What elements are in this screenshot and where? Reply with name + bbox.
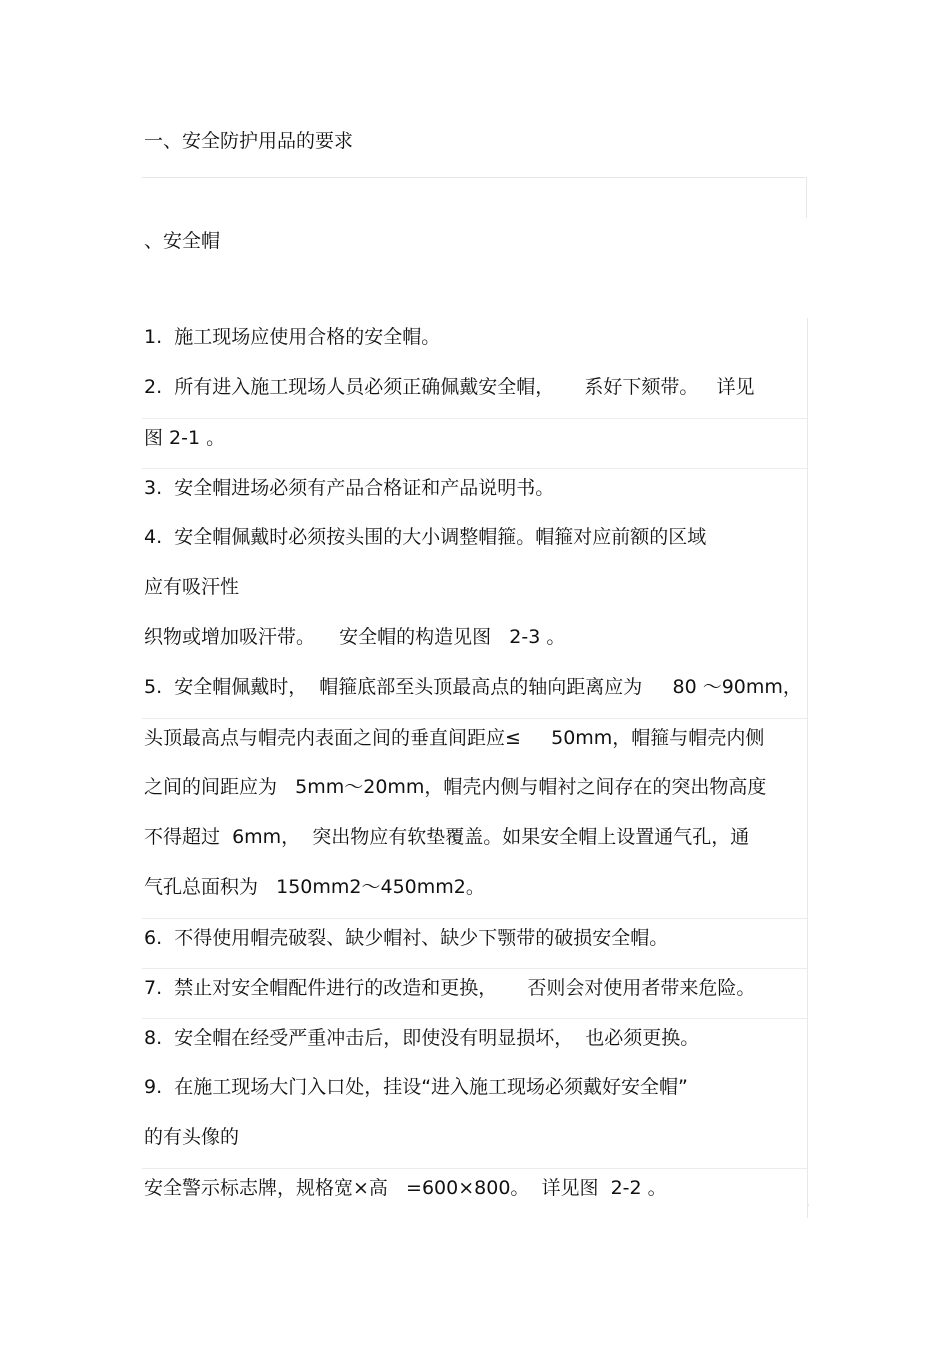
- text-line-content: 安全警示标志牌，规格宽×高 =600×800。 详见图 2-2 。: [144, 1177, 667, 1199]
- text-line: [142, 818, 808, 868]
- subsection-heading: 、安全帽: [144, 230, 221, 252]
- text-line: [142, 468, 808, 518]
- text-line: [142, 968, 808, 1018]
- table-border-tail: [142, 1204, 809, 1206]
- text-line: [142, 1018, 808, 1068]
- text-line: [142, 518, 808, 568]
- text-line-content: 4. 安全帽佩戴时必须按头围的大小调整帽箍。帽箍对应前额的区域: [144, 526, 707, 548]
- text-line-content: 应有吸汗性: [144, 576, 240, 598]
- text-line-content: 7. 禁止对安全帽配件进行的改造和更换， 否则会对使用者带来危险。: [144, 977, 756, 999]
- text-line: [142, 568, 808, 618]
- text-line: [142, 868, 808, 918]
- text-line-content: 织物或增加吸汗带。 安全帽的构造见图 2-3 。: [144, 626, 566, 648]
- text-line-content: 的有头像的: [144, 1126, 240, 1148]
- text-line: [142, 618, 808, 668]
- text-line-content: 之间的间距应为 5mm～20mm，帽壳内侧与帽衬之间存在的突出物高度: [144, 776, 767, 798]
- text-line-content: 8. 安全帽在经受严重冲击后，即使没有明显损坏， 也必须更换。: [144, 1027, 700, 1049]
- text-line-content: 5. 安全帽佩戴时， 帽箍底部至头顶最高点的轴向距离应为 80 ～90mm，: [144, 676, 802, 698]
- text-line-content: 头顶最高点与帽壳内表面之间的垂直间距应≤ 50mm，帽箍与帽壳内侧: [144, 727, 765, 749]
- text-line-content: 不得超过 6mm， 突出物应有软垫覆盖。如果安全帽上设置通气孔，通: [144, 826, 750, 848]
- text-line: [142, 1168, 808, 1218]
- text-line: [142, 318, 808, 368]
- text-line-content: 3. 安全帽进场必须有产品合格证和产品说明书。: [144, 477, 555, 499]
- text-line: [142, 1068, 808, 1118]
- section-heading: 一、安全防护用品的要求: [144, 130, 354, 152]
- text-line: [142, 918, 808, 968]
- text-line: [142, 768, 808, 818]
- blank-table-cell: [142, 177, 807, 218]
- text-line-content: 2. 所有进入施工现场人员必须正确佩戴安全帽， 系好下颏带。 详见: [144, 376, 755, 398]
- text-line-content: 图 2-1 。: [144, 427, 226, 449]
- text-line-content: 9. 在施工现场大门入口处，挂设“进入施工现场必须戴好安全帽”: [144, 1076, 688, 1098]
- text-line-content: 1. 施工现场应使用合格的安全帽。: [144, 326, 441, 348]
- text-line: [142, 718, 808, 768]
- text-line-content: 气孔总面积为 150mm2～450mm2。: [144, 876, 485, 898]
- text-line-content: 6. 不得使用帽壳破裂、缺少帽衬、缺少下颚带的破损安全帽。: [144, 927, 669, 949]
- body-text: [142, 318, 808, 1218]
- text-line: [142, 368, 808, 418]
- text-line: [142, 418, 808, 468]
- text-line: [142, 668, 808, 718]
- text-line: [142, 1118, 808, 1168]
